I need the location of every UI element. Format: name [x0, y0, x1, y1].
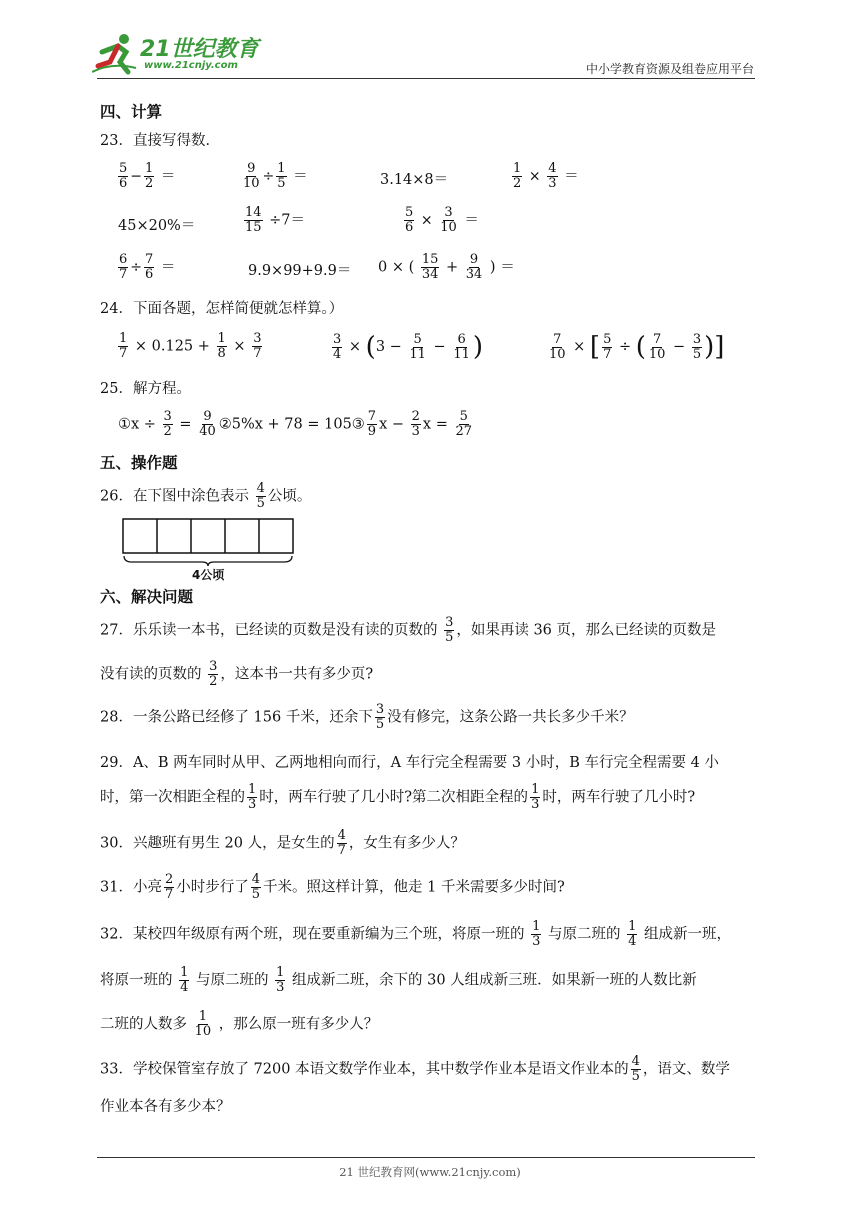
- q28: 28．一条公路已经修了 156 千米，还余下 $\frac{3}{5}$ 没有修完，这条公路一共长多少千米？: [100, 702, 634, 732]
- q23-item-9: 9.9×99+9.9＝: [248, 263, 352, 279]
- q29-line-2: 时，第一次相距全程的 $\frac{1}{3}$ 时，两车行驶了几小时?第二次相距全程的 $\frac{1}{3}$ 时，两车行驶了几小时?: [100, 782, 696, 812]
- q26-diagram-label: 4公顷: [192, 568, 225, 582]
- q33-line-1: 33．学校保管室存放了 7200 本语文数学作业本，其中数学作业本是语文作业本的 $\frac{4}{5}$ ，语文、数学: [100, 1054, 730, 1084]
- q32-line-3: 二班的人数多 $\frac{1}{10}$ ，那么原一班有多少人？: [100, 1009, 379, 1039]
- q23-item-6: $\frac{14}{15}$ ÷7＝: [245, 205, 306, 235]
- q23-stem: 23．直接写得数．: [100, 133, 220, 149]
- q33-line-2: 作业本各有多少本？: [100, 1099, 231, 1115]
- q23-item-8: $\frac{6}{7}$ ÷ $\frac{7}{6}$ ＝: [119, 252, 176, 282]
- q24-expr-3: $\frac{7}{10}$ × [ $\frac{5}{7}$ ÷ ( $\frac{7}{10}$ − $\frac{3}{5}$ )]: [549, 331, 725, 362]
- footer-text: 21 世纪教育网(www.21cnjy.com): [339, 1165, 521, 1179]
- q23-item-10: 0 × ( $\frac{15}{34}$ + $\frac{9}{34}$ ) ＝: [378, 252, 515, 282]
- logo-url: www.21cnjy.com: [144, 60, 238, 71]
- q26-stem: 26．在下图中涂色表示 $\frac{4}{5}$ 公顷。: [100, 481, 312, 511]
- q31: 31．小亮 $\frac{2}{7}$ 小时步行了 $\frac{4}{5}$ 千米。照这样计算，他走 1 千米需要多少时间?: [100, 872, 565, 902]
- q23-item-5: 45×20%＝: [118, 218, 196, 234]
- q23-item-1: $\frac{5}{6}$ − $\frac{1}{2}$ ＝: [119, 161, 176, 191]
- q25-stem: 25．解方程。: [100, 381, 191, 397]
- q23-item-4: $\frac{1}{2}$ × $\frac{4}{3}$ ＝: [513, 161, 579, 191]
- section-6-title: 六、解决问题: [100, 588, 194, 606]
- q27-line-2: 没有读的页数的 $\frac{3}{2}$ ，这本书一共有多少页?: [100, 659, 374, 689]
- q23-item-2: $\frac{9}{10}$ ÷ $\frac{1}{5}$ ＝: [243, 161, 308, 191]
- footer-rule: [97, 1157, 755, 1158]
- q30: 30．兴趣班有男生 20 人，是女生的 $\frac{4}{7}$ ，女生有多少人？: [100, 828, 465, 858]
- content: [100, 0, 770, 1216]
- q27-line-1: 27．乐乐读一本书，已经读的页数是没有读的页数的 $\frac{3}{5}$ ，如果再读 36 页，那么已经读的页数是: [100, 615, 717, 645]
- q24-expr-2: $\frac{3}{4}$ × (3 − $\frac{5}{11}$ − $\frac{6}{11}$ ): [333, 331, 484, 362]
- logo-text: 21世纪教育: [140, 37, 259, 62]
- platform-name: 中小学教育资源及组卷应用平台: [585, 62, 754, 76]
- q32-line-2: 将原一班的 $\frac{1}{4}$ 与原二班的 $\frac{1}{3}$ 组成新二班，余下的 30 人组成新三班．如果新一班的人数比新: [100, 965, 697, 995]
- section-4-title: 四、计算: [100, 103, 163, 121]
- q24-stem: 24．下面各题，怎样简便就怎样算。）: [100, 301, 344, 317]
- q32-line-1: 32．某校四年级原有两个班，现在要重新编为三个班，将原一班的 $\frac{1}{3}$ 与原二班的 $\frac{1}{4}$ 组成新一班，: [100, 919, 731, 949]
- section-5-title: 五、操作题: [100, 454, 178, 472]
- q25-equations: ①x ÷ $\frac{3}{2}$ = $\frac{9}{40}$ ②5%x + 78 = 105③ $\frac{7}{9}$ x − $\frac{2}{3}$ x = $\frac{5}{27}$: [118, 409, 472, 439]
- q29-line-1: 29．A、B 两车同时从甲、乙两地相向而行，A 车行完全程需要 3 小时，B 车行完全程需要 4 小: [100, 755, 719, 771]
- q23-item-7: $\frac{5}{6}$ × $\frac{3}{10}$ ＝: [405, 205, 479, 235]
- q23-item-3: 3.14×8＝: [380, 172, 449, 188]
- q24-expr-1: $\frac{1}{7}$ × 0.125 + $\frac{1}{8}$ × $\frac{3}{7}$: [119, 331, 262, 361]
